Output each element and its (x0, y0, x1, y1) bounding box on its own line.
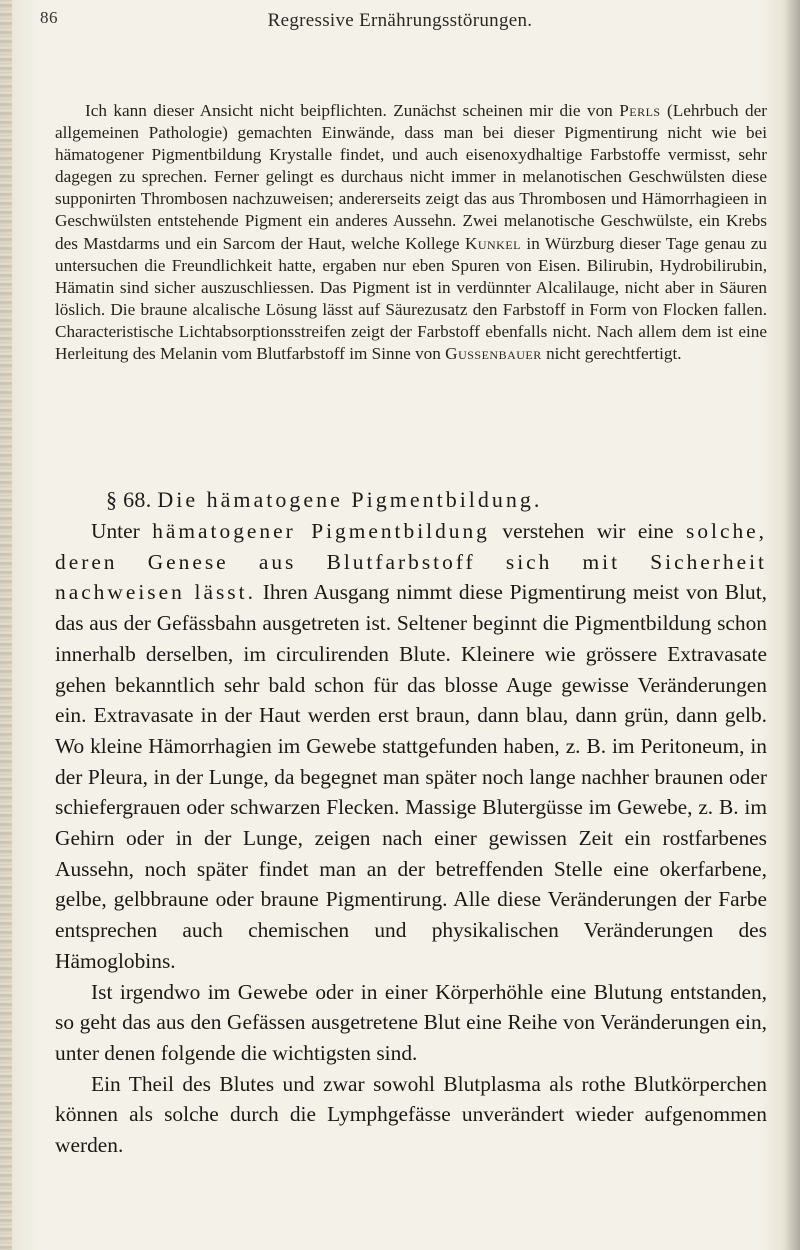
paragraph-bleeding-changes: Ist irgendwo im Gewebe oder in einer Körperhöhle eine Blutung entstanden, so geht das aus den Gefässen ausgetretene Blut eine Reihe von Veränderungen ein, unter denen folgende die wichtigsten sind. (55, 979, 767, 1065)
page-number: 86 (40, 8, 58, 27)
author-name-perls: Perls (619, 101, 661, 120)
page-header (0, 0, 800, 110)
term-haematogenous-pigment: hämatogener Pigmentbildung (152, 519, 490, 543)
definition-emphasis: solche, deren Genese aus Blutfarbstoff sich mit Sicherheit nachweisen lässt. (55, 519, 768, 605)
paragraph-melanin-origin: Ich kann dieser Ansicht nicht beipflichten. Zunächst scheinen mir die von Perls (Lehrbuch der allgemeinen Pathologie) gemachten Einwände, dass man bei dieser Pigmentirung nicht wie bei hämatogener Pigmentbildung Krystalle findet, und auch eisenoxydhaltige Farbstoffe vermisst, sehr dagegen zu sprechen. Ferner gelingt es durchaus nicht immer in melanotischen Geschwülsten diese supponirten Thrombosen nachzuweisen; andererseits zeigt das aus Thrombosen und Hämorrhagieen in Geschwülsten entstehende Pigment ein anderes Aussehn. Zwei melanotische Geschwülste, ein Krebs des Mastdarms und ein Sarcom der Haut, welche Kollege Kunkel in Würzburg dieser Tage genau zu untersuchen die Freundlichkeit hatte, ergaben nur eben Spuren von Eisen. Bilirubin, Hydrobilirubin, Hämatin sind sicher auszuschliessen. Das Pigment ist in verdünnter Alcalilauge, nicht aber in Säuren löslich. Die braune alcalische Lösung lässt auf Säurezusatz den Farbstoff in Form von Flocken fallen. Characteristische Lichtabsorptionsstreifen zeigt der Farbstoff ebenfalls nicht. Nach allem dem ist eine Herleitung des Melanin vom Blutfarbstoff im Sinne von Gussenbauer nicht gerechtfertigt. (55, 101, 767, 364)
section-title: Die hämatogene Pigmentbildung. (157, 487, 543, 512)
page-binding-edge (0, 0, 12, 1250)
section-number: § 68. (106, 487, 152, 512)
paragraph-definition: Unter hämatogener Pigmentbildung verstehen wir eine solche, deren Genese aus Blutfarbstoff sich mit Sicherheit nachweisen lässt. Ihren Ausgang nimmt diese Pigmentirung meist von Blut, das aus der Gefässbahn ausgetreten ist. Seltener beginnt die Pigmentbildung schon innerhalb derselben, im circulirenden Blute. Kleinere wie grössere Extravasate gehen bekanntlich sehr bald schon für das blosse Auge gewisse Veränderungen ein. Extravasate in der Haut werden erst braun, dann blau, dann grün, dann gelb. Wo kleine Hämorrhagien im Gewebe stattgefunden haben, z. B. im Peritoneum, in der Pleura, in der Lunge, da begegnet man später noch lange nachher braunen oder schiefergrauen oder schwarzen Flecken. Massige Blutergüsse im Gewebe, z. B. im Gehirn oder in der Lunge, zeigen nach einer gewissen Zeit ein rostfarbenes Aussehn, noch später findet man an der betreffenden Stelle eine okerfarbene, gelbe, gelbbraune oder braune Pigmentirung. Alle diese Veränderungen der Farbe entsprechen auch chemischen und physikalischen Veränderungen des Hämoglobins. (55, 519, 768, 973)
section-heading (106, 487, 542, 513)
paragraph-lymph-resorption: Ein Theil des Blutes und zwar sowohl Blutplasma als rothe Blutkörperchen können als solche durch die Lymphgefässe unverändert wieder aufgenommen werden. (55, 1071, 767, 1158)
running-title: Regressive Ernährungsstörungen. (267, 10, 533, 31)
page-outer-edge (786, 0, 800, 1250)
author-name-gussenbauer: Gussenbauer (445, 344, 542, 364)
author-name-kunkel: Kunkel (464, 233, 522, 253)
small-print-paragraph (55, 100, 767, 365)
main-body-text (55, 516, 767, 1161)
